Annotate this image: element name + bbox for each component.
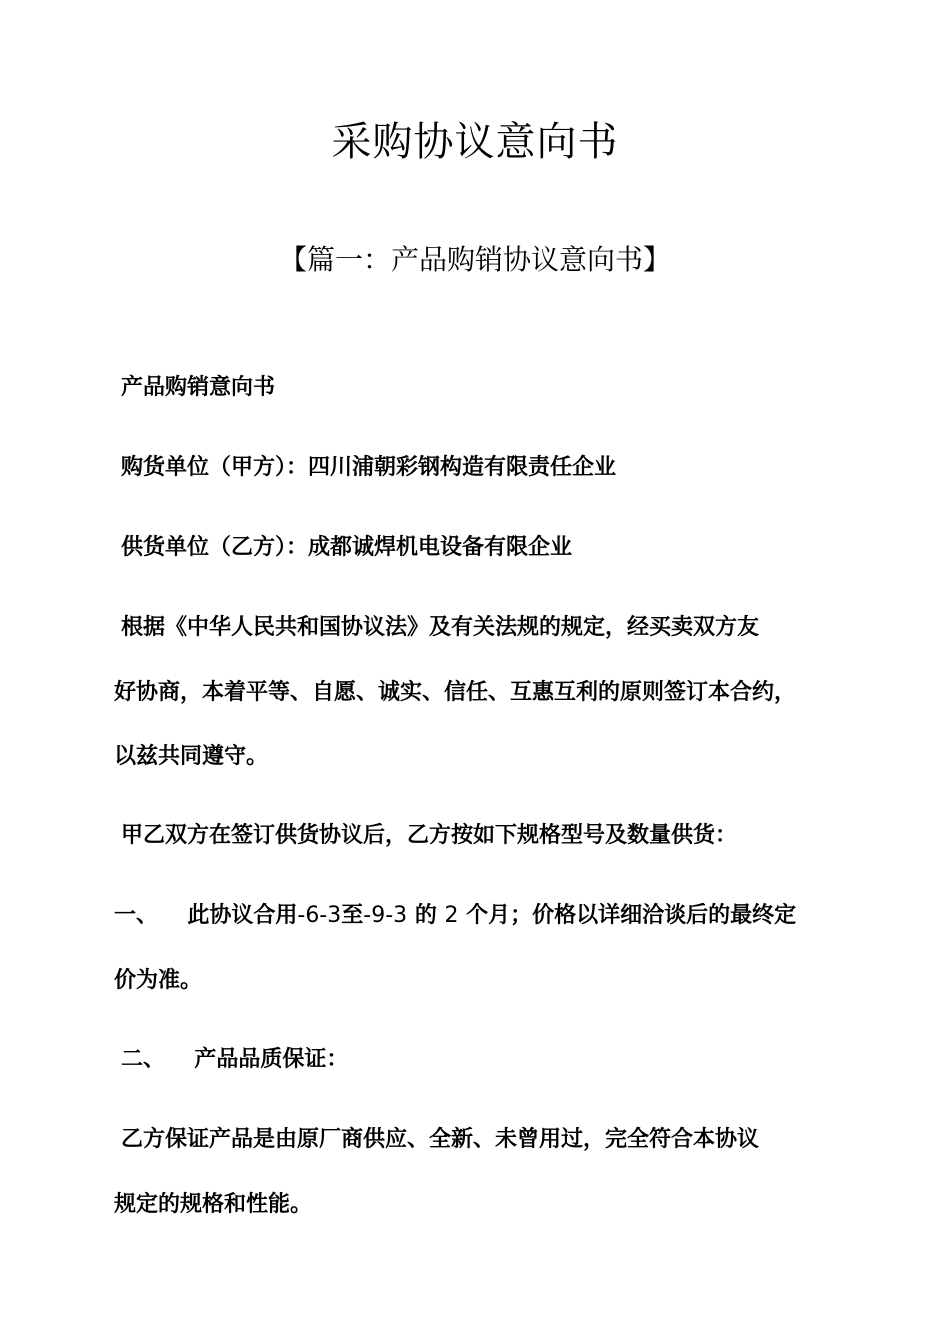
buyer-line: 购货单位（甲方）：四川浦朝彩钢构造有限责任企业 [121,455,617,480]
document-title: 采购协议意向书 [331,119,619,165]
supply-intro: 甲乙双方在签订供货协议后，乙方按如下规格型号及数量供货： [121,823,738,848]
clause-1-text: 的 [414,903,437,928]
section-heading: 【篇一：产品购销协议意向书】 [278,243,671,276]
preamble-line: 以兹共同遵守。 [114,744,269,769]
clause-2-text: 规定的规格和性能。 [114,1192,313,1217]
clause-1-line [114,900,796,932]
clause-2-heading: 产品品质保证： [194,1047,349,1072]
clause-1-label: 一、 [114,903,159,928]
clause-1-text: 个月；价格以详细洽谈后的最终定 [466,903,797,928]
clause-1-line-2: 价为准。 [114,968,203,993]
subtitle: 产品购销意向书 [121,375,276,400]
clause-2-heading-line [121,1044,348,1076]
clause-1-date-start: -6-3 [297,903,342,928]
clause-1-text: 至 [341,903,364,928]
clause-1-text: 此协议合用 [187,903,298,928]
supplier-line: 供货单位（乙方）：成都诚焊机电设备有限企业 [121,535,573,560]
clause-2-text: 乙方保证产品是由原厂商供应、全新、未曾用过，完全符合本协议 [121,1127,760,1152]
preamble-line: 根据《中华人民共和国协议法》及有关法规的规定，经买卖双方友 [121,615,760,640]
clause-2-label: 二、 [121,1047,166,1072]
preamble-line: 好协商，本着平等、自愿、诚实、信任、互惠互利的原则签订本合约， [114,680,797,705]
clause-1-date-end: -9-3 [363,903,408,928]
clause-1-months: 2 [444,903,459,928]
